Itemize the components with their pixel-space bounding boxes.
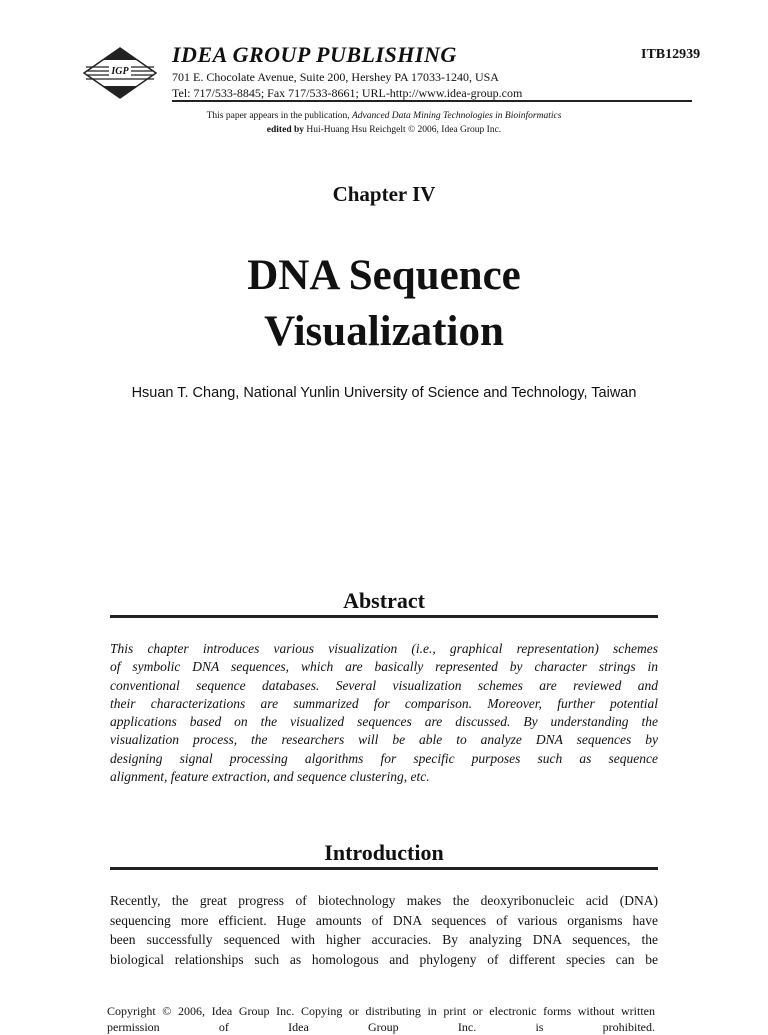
abstract-rule	[110, 615, 658, 618]
title-line: DNA Sequence	[247, 252, 521, 299]
copyright-line: permission of Idea Group Inc. is prohibited.	[107, 1020, 655, 1034]
abstract-line: applications based on the visualized sequences are discussed. By understanding the	[110, 714, 658, 730]
abstract-line: alignment, feature extraction, and sequence clustering, etc.	[110, 769, 430, 785]
copyright-notice	[107, 1003, 655, 1035]
introduction-heading: Introduction	[324, 840, 444, 865]
edited-by-text: Hui-Huang Hsu Reichgelt © 2006, Idea Group Inc.	[304, 125, 502, 135]
abstract-line: their characterizations are summarized for comparison. Moreover, further potential	[110, 695, 658, 711]
introduction-line: sequencing more efficient. Huge amounts of DNA sequences of various organisms have	[110, 912, 658, 928]
introduction-rule	[110, 867, 658, 870]
abstract-line: of symbolic DNA sequences, which are basically represented by character strings in	[110, 659, 658, 675]
abstract-line: designing signal processing algorithms for specific purposes such as sequence	[110, 750, 658, 766]
publication-note	[110, 109, 658, 137]
introduction-line: biological relationships such as homologous and phylogeny of different species can be	[110, 951, 658, 967]
abstract-body	[110, 640, 658, 786]
title-line: Visualization	[264, 308, 504, 355]
introduction-line: Recently, the great progress of biotechnology makes the deoxyribonucleic acid (DNA)	[110, 893, 658, 908]
abstract-line: visualization process, the researchers will be able to analyze DNA sequences by	[110, 732, 658, 748]
item-code: ITB12939	[641, 47, 701, 62]
contact-line: Tel: 717/533-8845; Fax 717/533-8661; URL-http://www.idea-group.com	[172, 86, 523, 100]
address-line: 701 E. Chocolate Avenue, Suite 200, Hershey PA 17033-1240, USA	[172, 70, 499, 84]
abstract-line: conventional sequence databases. Several visualization schemes are reviewed and	[110, 677, 658, 693]
abstract-line: This chapter introduces various visualization (i.e., graphical representation) schemes	[110, 641, 658, 656]
igp-logo	[82, 46, 158, 100]
abstract-heading: Abstract	[343, 588, 425, 613]
introduction-body	[110, 891, 658, 969]
paper-title	[0, 248, 768, 360]
chapter-label: Chapter IV	[332, 182, 436, 206]
introduction-line: been successfully sequenced with higher accuracies. By analyzing DNA sequences, the	[110, 932, 658, 947]
logo-text: IGP	[111, 66, 129, 77]
copyright-line: Copyright © 2006, Idea Group Inc. Copying or distributing in print or electronic forms without written	[107, 1004, 655, 1018]
author-affiliation: Hsuan T. Chang, National Yunlin University of Science and Technology, Taiwan	[131, 385, 637, 401]
publication-note-prefix: This paper appears in the publication,	[206, 111, 352, 121]
publisher-address	[172, 69, 522, 101]
header-divider	[172, 100, 692, 102]
publication-title: Advanced Data Mining Technologies in Bioinformatics	[351, 111, 562, 121]
publisher-name: IDEA GROUP PUBLISHING	[172, 42, 457, 67]
edited-by-label: edited by	[266, 125, 305, 135]
